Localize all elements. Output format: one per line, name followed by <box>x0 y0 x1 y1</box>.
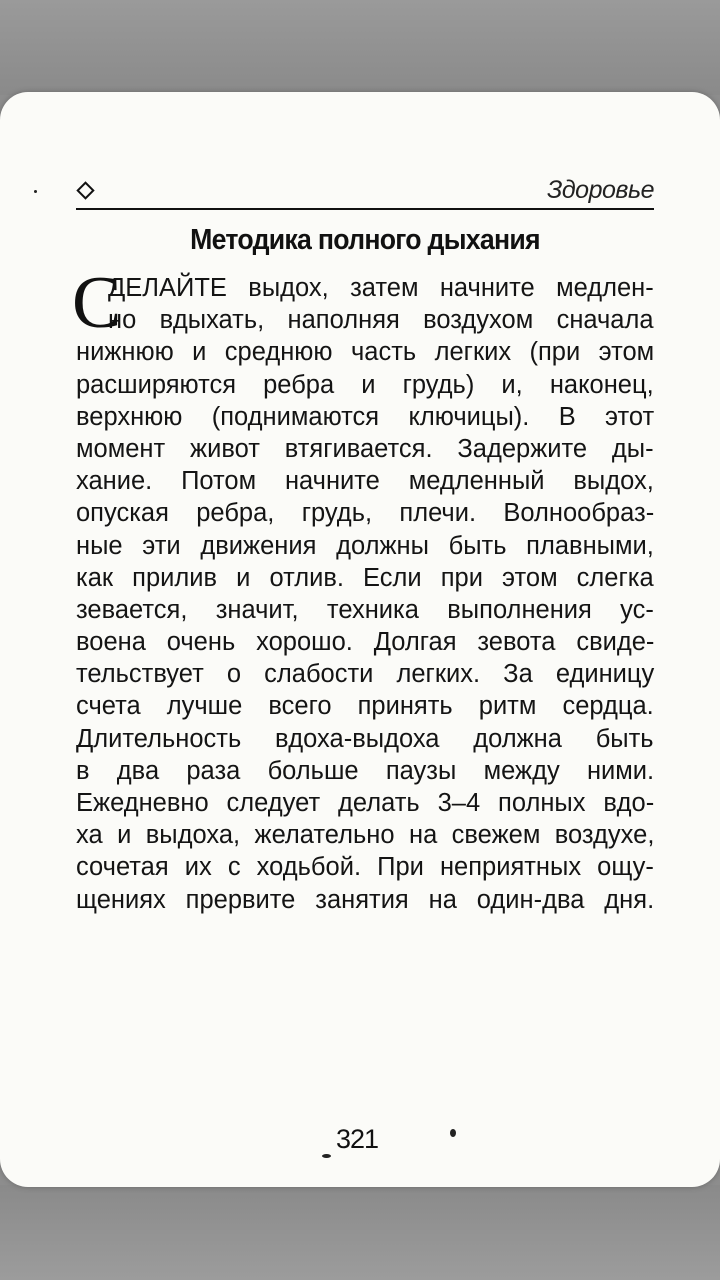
ink-speck <box>34 190 37 193</box>
text-line: как прилив и отлив. Если при этом слегка <box>76 563 654 592</box>
text-line: щениях прервите занятия на один-два дня. <box>76 885 655 914</box>
section-label: Здоровье <box>547 176 654 204</box>
text-line: ные эти движения должны быть плавными, <box>76 531 654 560</box>
text-line: верхнюю (поднимаются ключицы). В этот <box>76 402 655 431</box>
page-header <box>76 172 654 210</box>
text-line: момент живот втягивается. Задержите ды- <box>76 434 654 463</box>
text-line: ха и выдоха, желательно на свежем воздухе, <box>76 821 655 850</box>
ink-speck <box>450 1129 456 1137</box>
book-page <box>0 92 720 1187</box>
text-line: расширяются ребра и грудь) и, наконец, <box>76 370 654 399</box>
ink-speck <box>322 1154 331 1158</box>
text-line: воена очень хорошо. Долгая зевота свиде- <box>76 628 655 657</box>
text-line: тельствует о слабости легких. За единицу <box>76 660 655 689</box>
article-title: Методика полного дыхания <box>190 224 540 256</box>
text-line: счета лучше всего принять ритм сердца. <box>76 692 654 721</box>
text-line: в два раза больше паузы между ними. <box>76 756 655 785</box>
article-body <box>72 262 655 916</box>
text-line: хание. Потом начните медленный выдох, <box>76 467 654 496</box>
text-line: ДЕЛАЙТЕ выдох, затем начните медлен- <box>108 274 654 302</box>
page-number: 321 <box>336 1124 379 1154</box>
text-line: нижнюю и среднюю часть легких (при этом <box>76 338 655 367</box>
dropcap-letter: С <box>72 262 122 344</box>
text-line: Длительность вдоха-выдоха должна быть <box>76 724 654 753</box>
text-line: но вдыхать, наполняя воздухом сначала <box>108 306 654 335</box>
text-line: опуская ребра, грудь, плечи. Волнообраз- <box>76 499 655 528</box>
background-top <box>0 0 720 95</box>
background-bottom <box>0 1185 720 1280</box>
diamond-icon <box>76 181 94 199</box>
text-line: Ежедневно следует делать 3–4 полных вдо- <box>76 789 655 817</box>
text-line: зевается, значит, техника выполнения ус- <box>76 595 654 624</box>
text-line: сочетая их с ходьбой. При неприятных ощу- <box>76 853 654 882</box>
